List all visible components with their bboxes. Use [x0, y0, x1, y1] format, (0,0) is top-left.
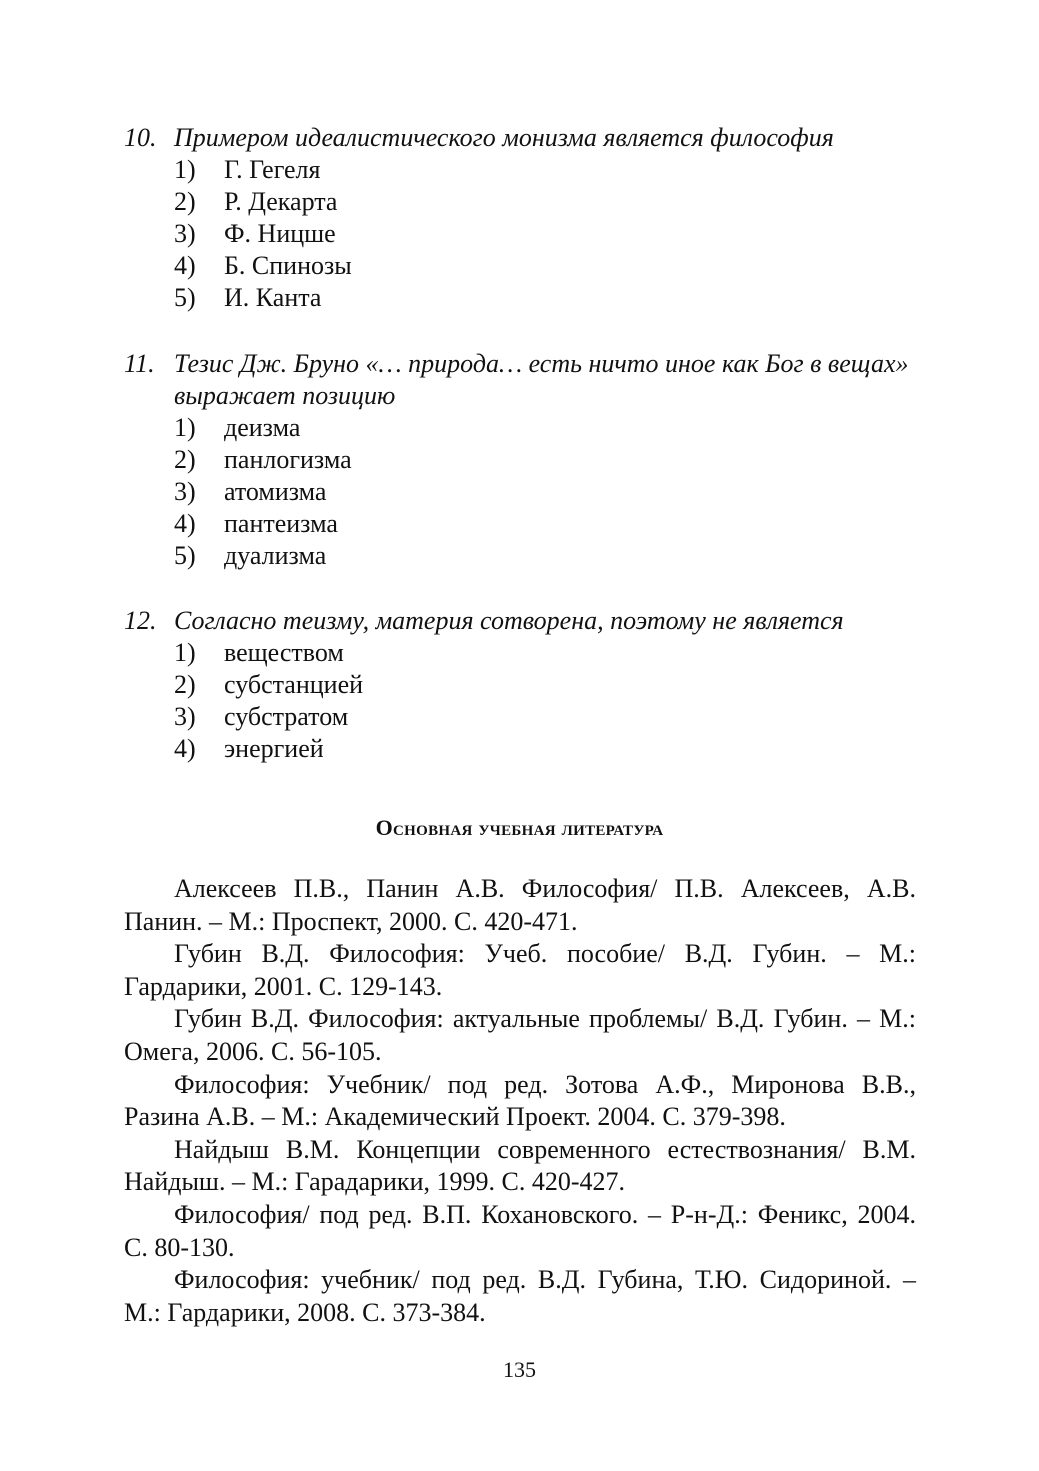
- option-number: 4): [174, 509, 196, 538]
- question-12: [124, 605, 924, 765]
- answer-option: [124, 733, 924, 765]
- option-number: 2): [174, 187, 196, 216]
- reference-list: [124, 873, 916, 1329]
- answer-option: [124, 701, 924, 733]
- page-number: 135: [503, 1357, 536, 1382]
- option-number: 3): [174, 477, 196, 506]
- answer-option: [124, 186, 924, 218]
- option-text: панлогизма: [224, 445, 352, 474]
- answer-options: [124, 412, 924, 572]
- option-number: 2): [174, 445, 196, 474]
- option-text: Г. Гегеля: [224, 155, 321, 184]
- answer-option: [124, 637, 924, 669]
- reference-entry: Алексеев П.В., Панин А.В. Философия/ П.В. Алексеев, А.В. Панин. – М.: Проспект, 2000. С. 420-471.: [124, 874, 916, 936]
- option-number: 4): [174, 251, 196, 280]
- question-number: 10.: [124, 123, 157, 152]
- reference-entry: Найдыш В.М. Концепции современного естествознания/ В.М. Найдыш. – М.: Гарадарики, 1999. С. 420-427.: [124, 1134, 916, 1197]
- question-heading: [124, 605, 924, 637]
- option-text: пантеизма: [224, 509, 338, 538]
- option-text: субстратом: [224, 702, 349, 731]
- option-text: деизма: [224, 413, 301, 442]
- reference-entry: Философия: Учебник/ под ред. Зотова А.Ф., Миронова В.В., Разина А.В. – М.: Академический Проект. 2004. С. 379-398.: [124, 1069, 916, 1132]
- answer-option: [124, 540, 924, 572]
- answer-option: [124, 444, 924, 476]
- reference-entry: Философия: учебник/ под ред. В.Д. Губина, Т.Ю. Сидориной. – М.: Гардарики, 2008. С. 373-384.: [124, 1265, 916, 1327]
- question-number: 11.: [124, 349, 155, 378]
- answer-options: [124, 154, 924, 314]
- section-title: Основная учебная литература: [375, 815, 664, 840]
- answer-option: [124, 154, 924, 186]
- option-text: субстанцией: [224, 670, 364, 699]
- option-number: 2): [174, 670, 196, 699]
- option-text: атомизма: [224, 477, 327, 506]
- option-text: Р. Декарта: [224, 187, 338, 216]
- reference-entry: Губин В.Д. Философия: Учеб. пособие/ В.Д. Губин. – М.: Гардарики, 2001. С. 129-143.: [124, 939, 916, 1001]
- option-text: Б. Спинозы: [224, 251, 352, 280]
- question-heading: [124, 348, 924, 412]
- question-heading: [124, 122, 924, 154]
- option-number: 1): [174, 413, 196, 442]
- question-text: Тезис Дж. Бруно «… природа… есть ничто иное как Бог в вещах» выражает позицию: [174, 349, 909, 410]
- answer-option: [124, 508, 924, 540]
- option-text: веществом: [224, 638, 344, 667]
- option-number: 5): [174, 541, 196, 570]
- question-text: Примером идеалистического монизма является философия: [174, 123, 834, 152]
- answer-option: [124, 250, 924, 282]
- option-text: И. Канта: [224, 283, 322, 312]
- reference-entry: Философия/ под ред. В.П. Кохановского. – Р-н-Д.: Феникс, 2004. С. 80-130.: [124, 1199, 916, 1262]
- option-text: Ф. Ницше: [224, 219, 336, 248]
- question-text: Согласно теизму, материя сотворена, поэтому не является: [174, 606, 844, 635]
- answer-option: [124, 282, 924, 314]
- answer-option: [124, 476, 924, 508]
- reference-entry: Губин В.Д. Философия: актуальные проблемы/ В.Д. Губин. – М.: Омега, 2006. С. 56-105.: [124, 1004, 916, 1066]
- question-10: [124, 122, 924, 314]
- answer-options: [124, 637, 924, 765]
- option-number: 4): [174, 734, 196, 763]
- question-11: [124, 348, 924, 572]
- answer-option: [124, 669, 924, 701]
- option-number: 3): [174, 702, 196, 731]
- option-text: дуализма: [224, 541, 327, 570]
- answer-option: [124, 412, 924, 444]
- option-number: 1): [174, 155, 196, 184]
- option-number: 1): [174, 638, 196, 667]
- answer-option: [124, 218, 924, 250]
- option-number: 5): [174, 283, 196, 312]
- question-number: 12.: [124, 606, 157, 635]
- option-text: энергией: [224, 734, 324, 763]
- option-number: 3): [174, 219, 196, 248]
